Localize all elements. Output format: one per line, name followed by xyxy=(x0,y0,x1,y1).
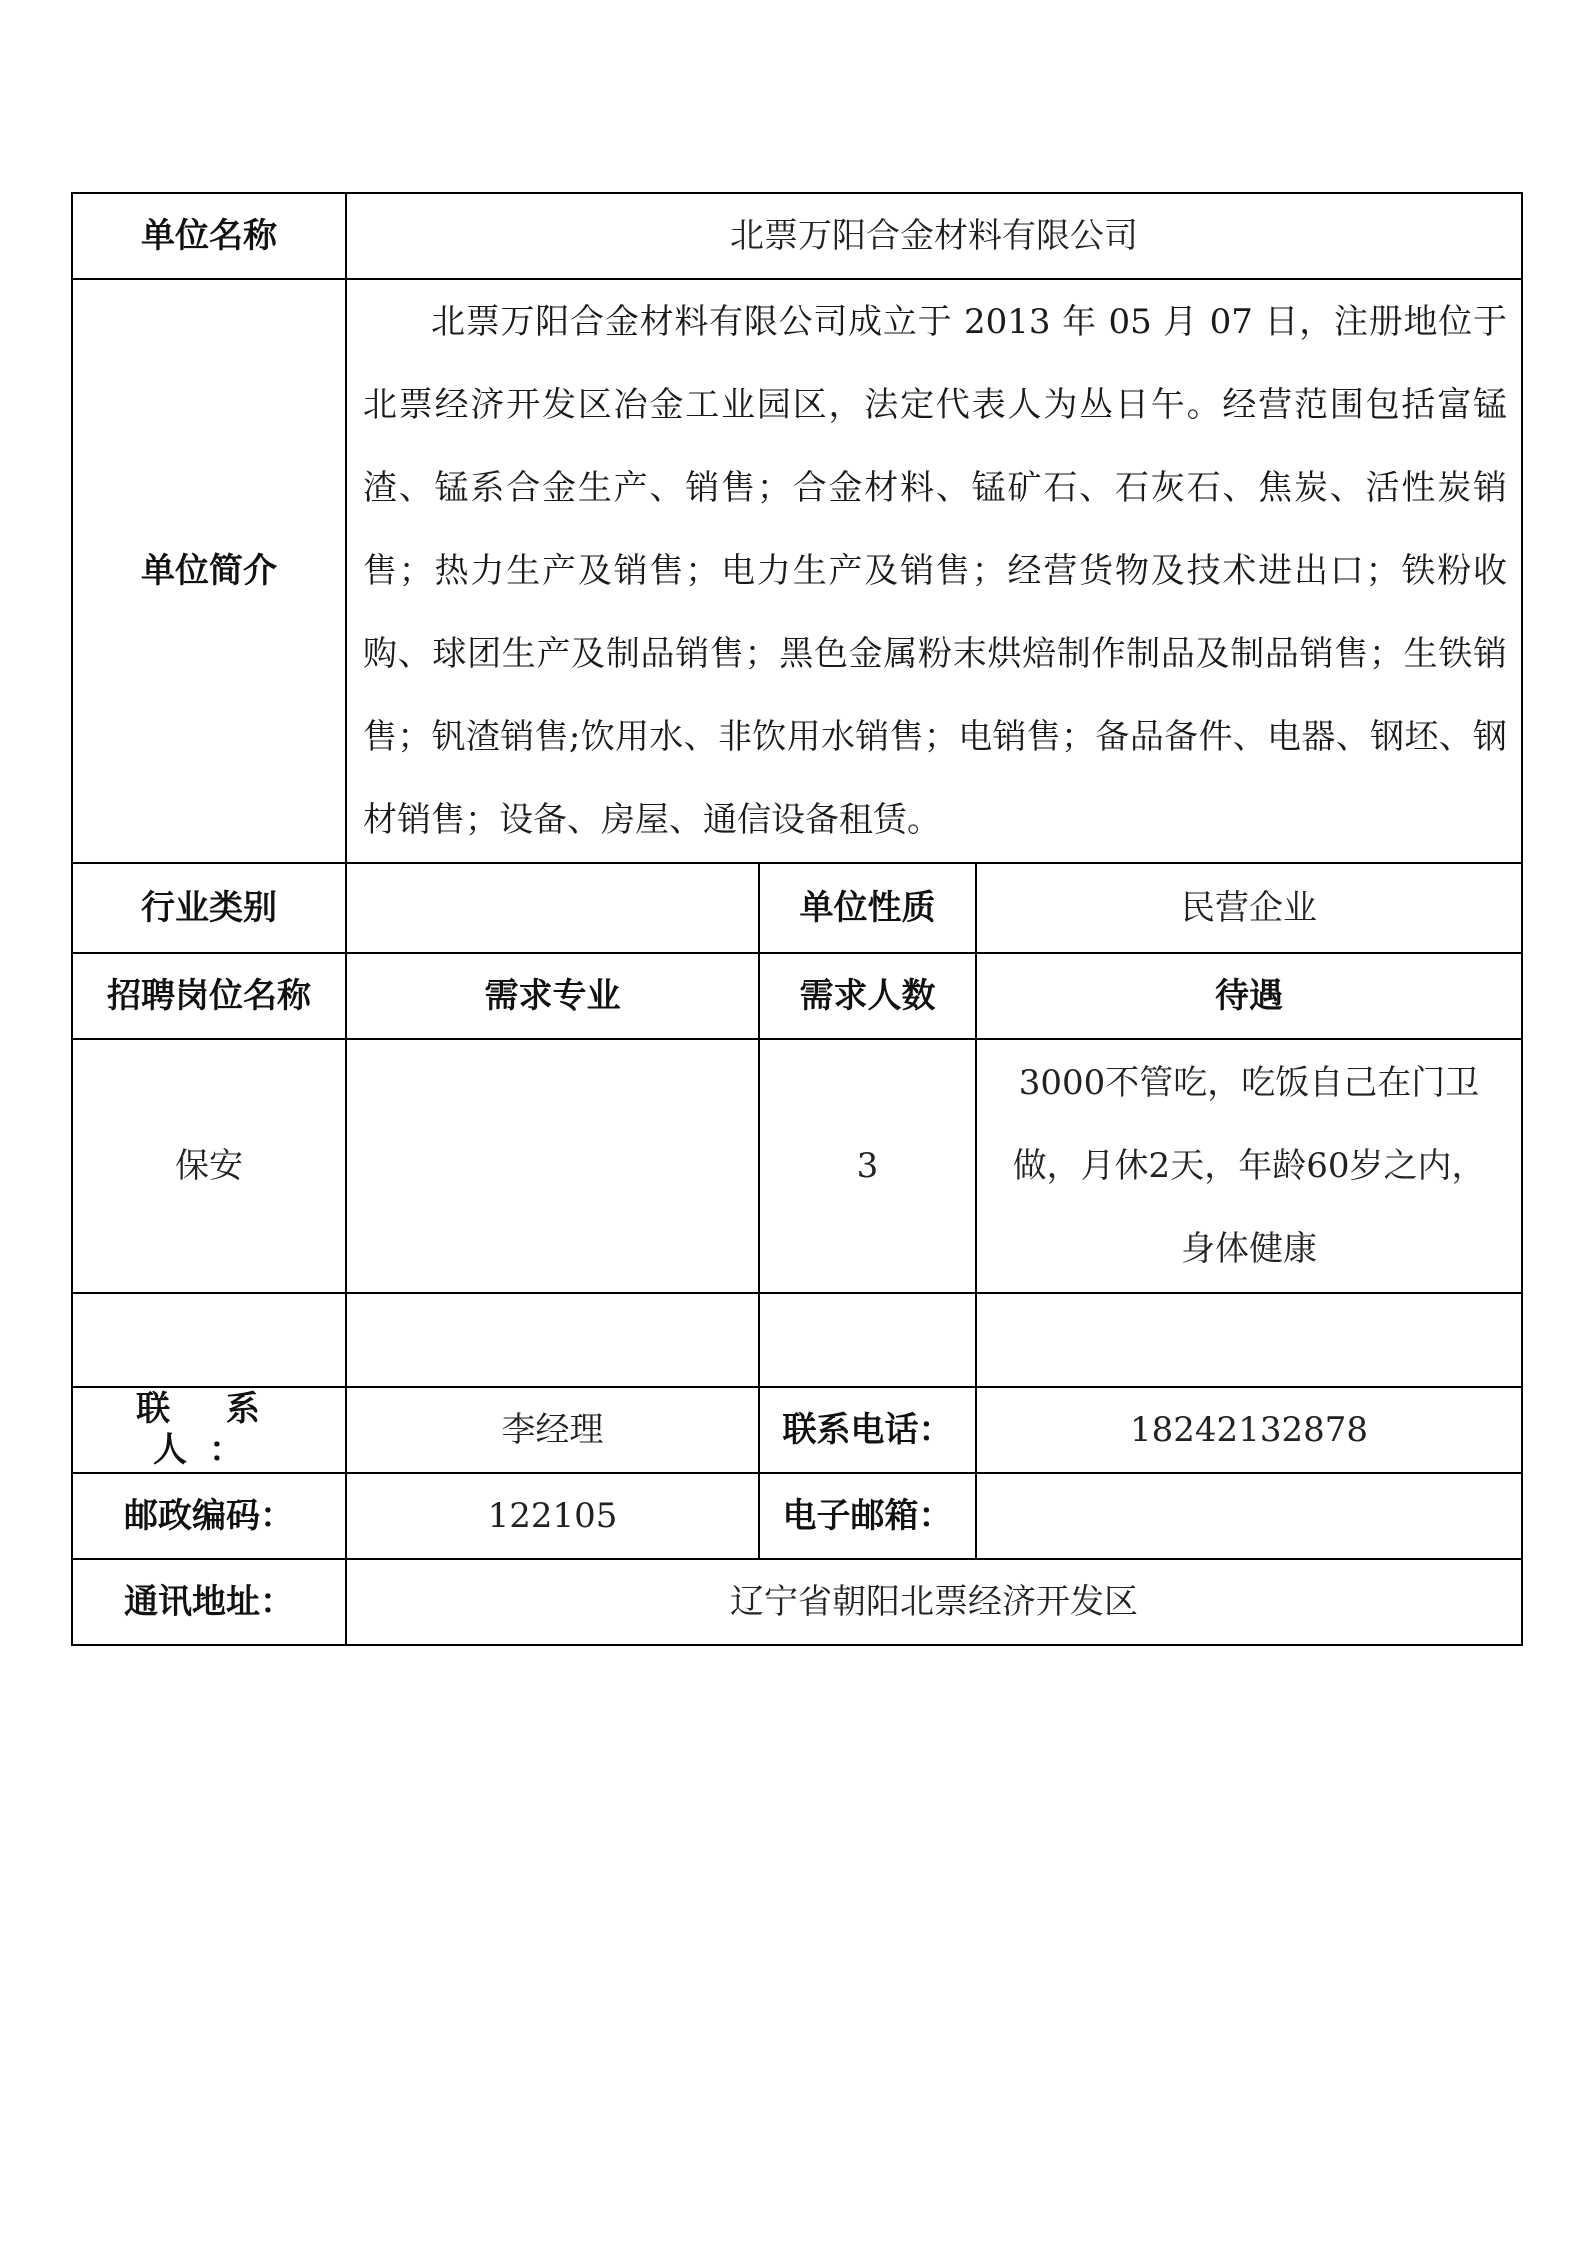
job-count xyxy=(759,1293,976,1387)
address-label: 通讯地址： xyxy=(72,1559,346,1645)
job-major xyxy=(346,1293,759,1387)
email-label: 电子邮箱： xyxy=(759,1473,976,1559)
contact-person-value: 李经理 xyxy=(346,1387,759,1473)
job-position-header: 招聘岗位名称 xyxy=(72,953,346,1039)
job-benefits: 3000不管吃，吃饭自己在门卫做，月休2天，年龄60岁之内，身体健康 xyxy=(1012,1062,1486,1269)
job-major-header: 需求专业 xyxy=(346,953,759,1039)
postcode-value: 122105 xyxy=(346,1473,759,1559)
company-intro-cell xyxy=(346,279,1522,863)
company-intro-label: 单位简介 xyxy=(72,279,346,863)
industry-label: 行业类别 xyxy=(72,863,346,953)
email-value xyxy=(976,1473,1522,1559)
postcode-row xyxy=(72,1473,1522,1559)
job-position xyxy=(72,1293,346,1387)
job-row xyxy=(72,1039,1522,1293)
job-row xyxy=(72,1293,1522,1387)
recruitment-form xyxy=(71,192,1523,1646)
job-benefits-cell xyxy=(976,1039,1522,1293)
job-major xyxy=(346,1039,759,1293)
company-name-row xyxy=(72,193,1522,279)
address-row xyxy=(72,1559,1522,1645)
company-nature-label: 单位性质 xyxy=(759,863,976,953)
industry-value xyxy=(346,863,759,953)
job-benefits xyxy=(976,1293,1522,1387)
job-count: 3 xyxy=(759,1039,976,1293)
postcode-label: 邮政编码： xyxy=(72,1473,346,1559)
industry-row xyxy=(72,863,1522,953)
jobs-header-row xyxy=(72,953,1522,1039)
company-intro-text: 北票万阳合金材料有限公司成立于 2013 年 05 月 07 日，注册地位于北票经济开发区冶金工业园区，法定代表人为丛日午。经营范围包括富锰渣、锰系合金生产、销售；合金材料、锰矿石、石灰石、焦炭、活性炭销售；热力生产及销售；电力生产及销售；经营货物及技术进出口；铁粉收购、球团生产及制品销售；黑色金属粉末烘焙制作制品及制品销售；生铁销售；钒渣销售;饮用水、非饮用水销售；电销售；备品备件、电器、钢坯、钢材销售；设备、房屋、通信设备租赁。 xyxy=(363,301,1508,840)
contact-person-label: 联 系 人： xyxy=(72,1387,346,1473)
contact-phone-value: 18242132878 xyxy=(976,1387,1522,1473)
company-name-label: 单位名称 xyxy=(72,193,346,279)
contact-row xyxy=(72,1387,1522,1473)
company-nature-value: 民营企业 xyxy=(976,863,1522,953)
job-count-header: 需求人数 xyxy=(759,953,976,1039)
company-intro-row xyxy=(72,279,1522,863)
job-benefits-header: 待遇 xyxy=(976,953,1522,1039)
address-value: 辽宁省朝阳北票经济开发区 xyxy=(346,1559,1522,1645)
job-position: 保安 xyxy=(72,1039,346,1293)
company-name-value: 北票万阳合金材料有限公司 xyxy=(346,193,1522,279)
contact-phone-label: 联系电话： xyxy=(759,1387,976,1473)
